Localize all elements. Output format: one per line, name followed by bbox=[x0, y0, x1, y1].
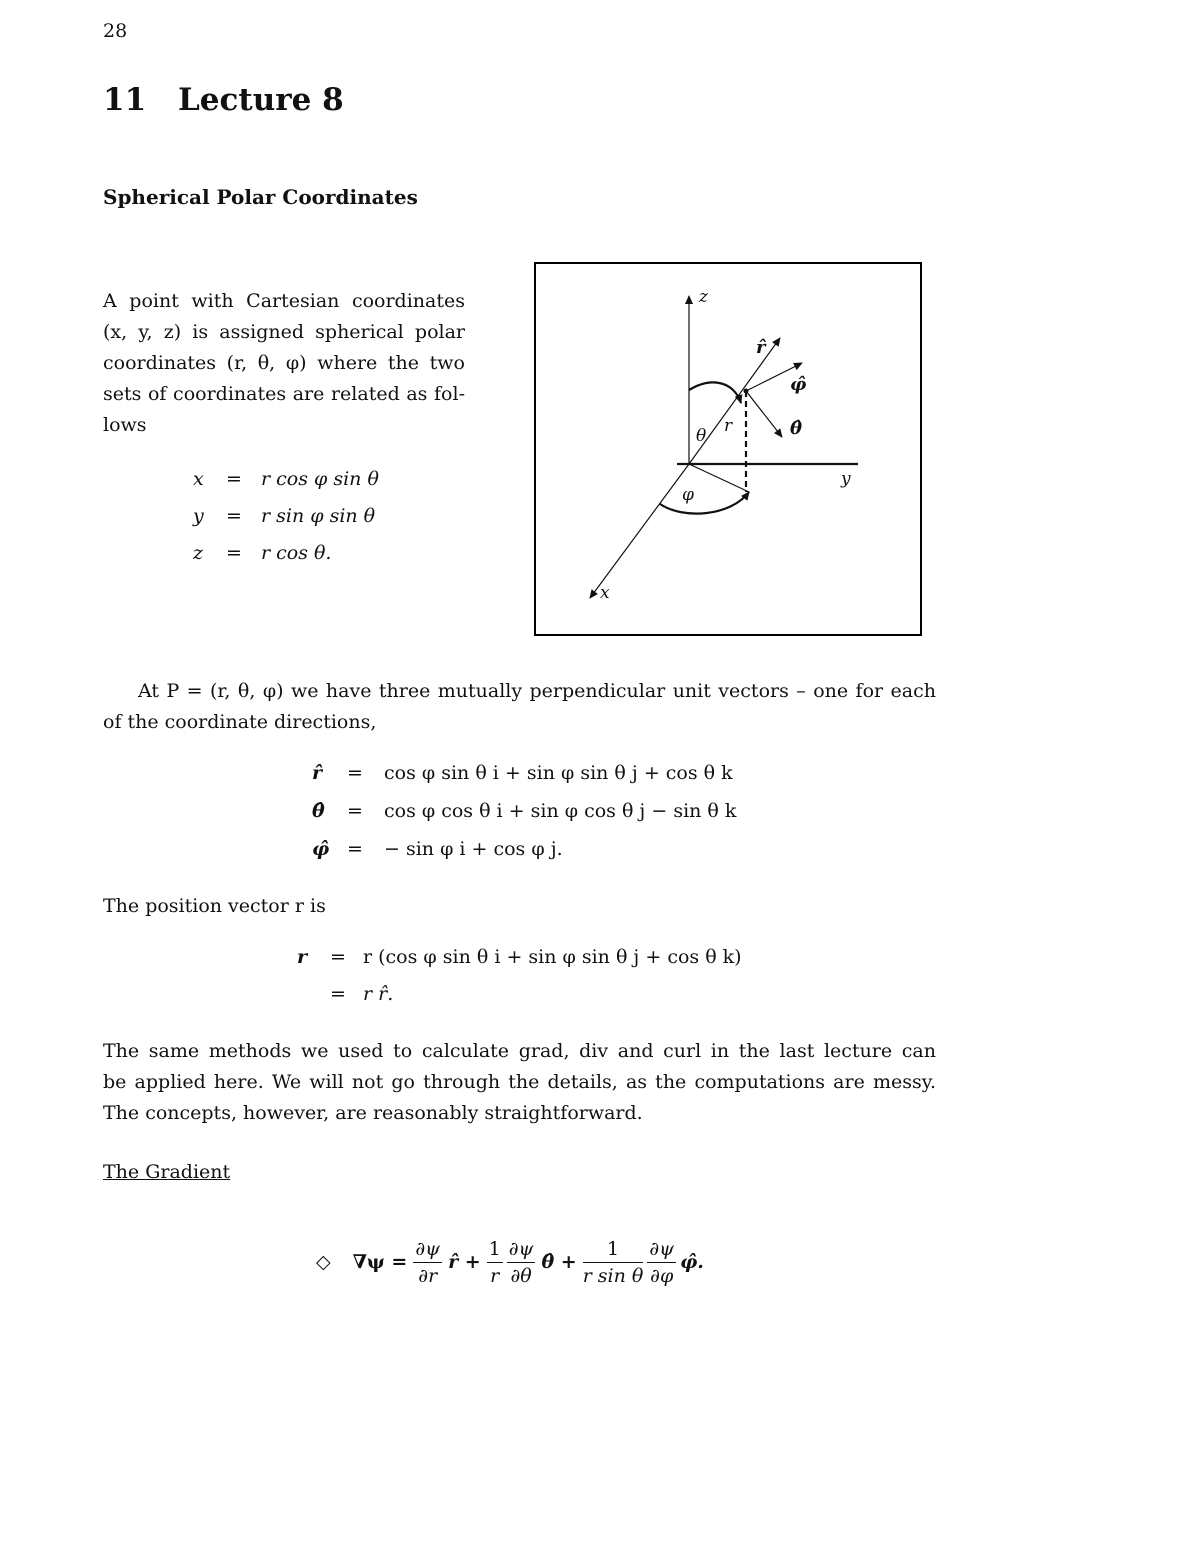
eq-sign: = bbox=[347, 800, 363, 822]
denominator: ∂θ bbox=[510, 1264, 532, 1287]
phi-label: φ bbox=[682, 485, 694, 505]
subsection-title: Spherical Polar Coordinates bbox=[103, 185, 418, 209]
paragraph-line: of the coordinate directions, bbox=[103, 711, 377, 733]
eq-lhs: y bbox=[193, 505, 204, 527]
theta-label: θ bbox=[696, 426, 707, 446]
eq-sign: = bbox=[226, 542, 242, 564]
equation-row bbox=[297, 983, 797, 1009]
intro-line: coordinates (r, θ, φ) where the two bbox=[103, 352, 465, 374]
phi-arc bbox=[660, 492, 749, 514]
x-label: x bbox=[600, 583, 610, 603]
equation-row bbox=[312, 762, 792, 788]
paragraph-line: be applied here. We will not go through the details, as the computations are messy. bbox=[103, 1071, 936, 1093]
gradient-lhs: ∇ψ = bbox=[352, 1251, 408, 1273]
eq-lhs: x bbox=[193, 468, 204, 490]
numerator: 1 bbox=[487, 1236, 503, 1263]
numerator: 1 bbox=[583, 1236, 644, 1263]
fraction bbox=[413, 1236, 442, 1289]
intro-paragraph bbox=[103, 286, 465, 441]
paragraph-line: At P = (r, θ, φ) we have three mutually perpendicular unit vectors – one for each bbox=[138, 680, 936, 702]
eq-rhs: r r̂. bbox=[363, 983, 394, 1005]
section-title: Lecture 8 bbox=[178, 82, 344, 118]
r-hat-term: r̂ + bbox=[448, 1251, 481, 1273]
gradient-heading: The Gradient bbox=[103, 1161, 231, 1183]
numerator: ∂ψ bbox=[413, 1236, 442, 1263]
fraction bbox=[487, 1236, 503, 1289]
eq-rhs: cos φ cos θ i + sin φ cos θ j − sin θ k bbox=[384, 800, 737, 822]
equation-row bbox=[312, 800, 792, 826]
z-label: z bbox=[699, 287, 708, 307]
section-heading bbox=[103, 82, 344, 118]
r-label: r bbox=[724, 416, 733, 436]
equation-row bbox=[193, 542, 493, 568]
eq-lhs: φ̂ bbox=[312, 838, 330, 860]
denominator: ∂φ bbox=[650, 1264, 674, 1287]
eq-sign: = bbox=[330, 983, 346, 1005]
equation-row bbox=[193, 505, 493, 531]
eq-sign: = bbox=[226, 468, 242, 490]
eq-rhs: r cos θ. bbox=[261, 542, 332, 564]
phi-hat-term: φ̂. bbox=[680, 1251, 704, 1273]
methods-paragraph bbox=[103, 1036, 936, 1129]
eq-rhs: r (cos φ sin θ i + sin φ sin θ j + cos θ k) bbox=[363, 946, 742, 968]
intro-line: A point with Cartesian coordinates bbox=[103, 290, 465, 312]
y-label: y bbox=[841, 469, 851, 489]
fraction bbox=[507, 1236, 536, 1289]
eq-sign: = bbox=[330, 946, 346, 968]
intro-line: sets of coordinates are related as fol- bbox=[103, 383, 465, 405]
point-p bbox=[744, 389, 749, 394]
eq-rhs: r sin φ sin θ bbox=[261, 505, 376, 527]
spherical-coordinates-figure bbox=[534, 262, 922, 636]
denominator: ∂r bbox=[418, 1264, 438, 1287]
numerator: ∂ψ bbox=[647, 1236, 676, 1263]
eq-sign: = bbox=[347, 838, 363, 860]
theta-hat-term: θ̂ + bbox=[541, 1251, 577, 1273]
figure-svg bbox=[536, 264, 920, 634]
equation-row bbox=[297, 946, 797, 972]
eq-rhs: − sin φ i + cos φ j. bbox=[384, 838, 563, 860]
gradient-formula bbox=[316, 1230, 704, 1294]
eq-rhs: cos φ sin θ i + sin φ sin θ j + cos θ k bbox=[384, 762, 733, 784]
paragraph-line: The concepts, however, are reasonably straightforward. bbox=[103, 1102, 643, 1124]
equation-row bbox=[312, 838, 792, 864]
position-intro bbox=[103, 891, 936, 922]
unit-vectors-paragraph bbox=[103, 676, 936, 738]
paragraph-line: The position vector r is bbox=[103, 895, 326, 917]
numerator: ∂ψ bbox=[507, 1236, 536, 1263]
theta-hat-vector bbox=[746, 391, 782, 437]
r-hat-label: r̂ bbox=[756, 337, 766, 358]
equation-row bbox=[193, 468, 493, 494]
intro-line: lows bbox=[103, 414, 147, 436]
projection-line bbox=[689, 464, 749, 492]
intro-line: (x, y, z) is assigned spherical polar bbox=[103, 321, 465, 343]
x-axis bbox=[590, 464, 689, 598]
page-number: 28 bbox=[103, 20, 128, 42]
diamond-bullet: ◇ bbox=[316, 1251, 331, 1273]
denominator: r sin θ bbox=[582, 1264, 644, 1287]
fraction bbox=[647, 1236, 676, 1289]
theta-arc bbox=[689, 382, 741, 403]
eq-lhs: z bbox=[193, 542, 204, 564]
phi-hat-label: φ̂ bbox=[790, 374, 807, 395]
eq-sign: = bbox=[347, 762, 363, 784]
eq-sign: = bbox=[226, 505, 242, 527]
denominator: r bbox=[490, 1264, 500, 1287]
paragraph-line: The same methods we used to calculate grad, div and curl in the last lecture can bbox=[103, 1040, 936, 1062]
eq-lhs: r̂ bbox=[312, 762, 323, 784]
section-number: 11 bbox=[103, 82, 147, 118]
eq-rhs: r cos φ sin θ bbox=[261, 468, 379, 490]
eq-lhs: r bbox=[297, 946, 308, 968]
eq-lhs: θ̂ bbox=[312, 800, 325, 822]
fraction bbox=[583, 1236, 644, 1289]
theta-hat-label: θ̂ bbox=[790, 418, 803, 439]
